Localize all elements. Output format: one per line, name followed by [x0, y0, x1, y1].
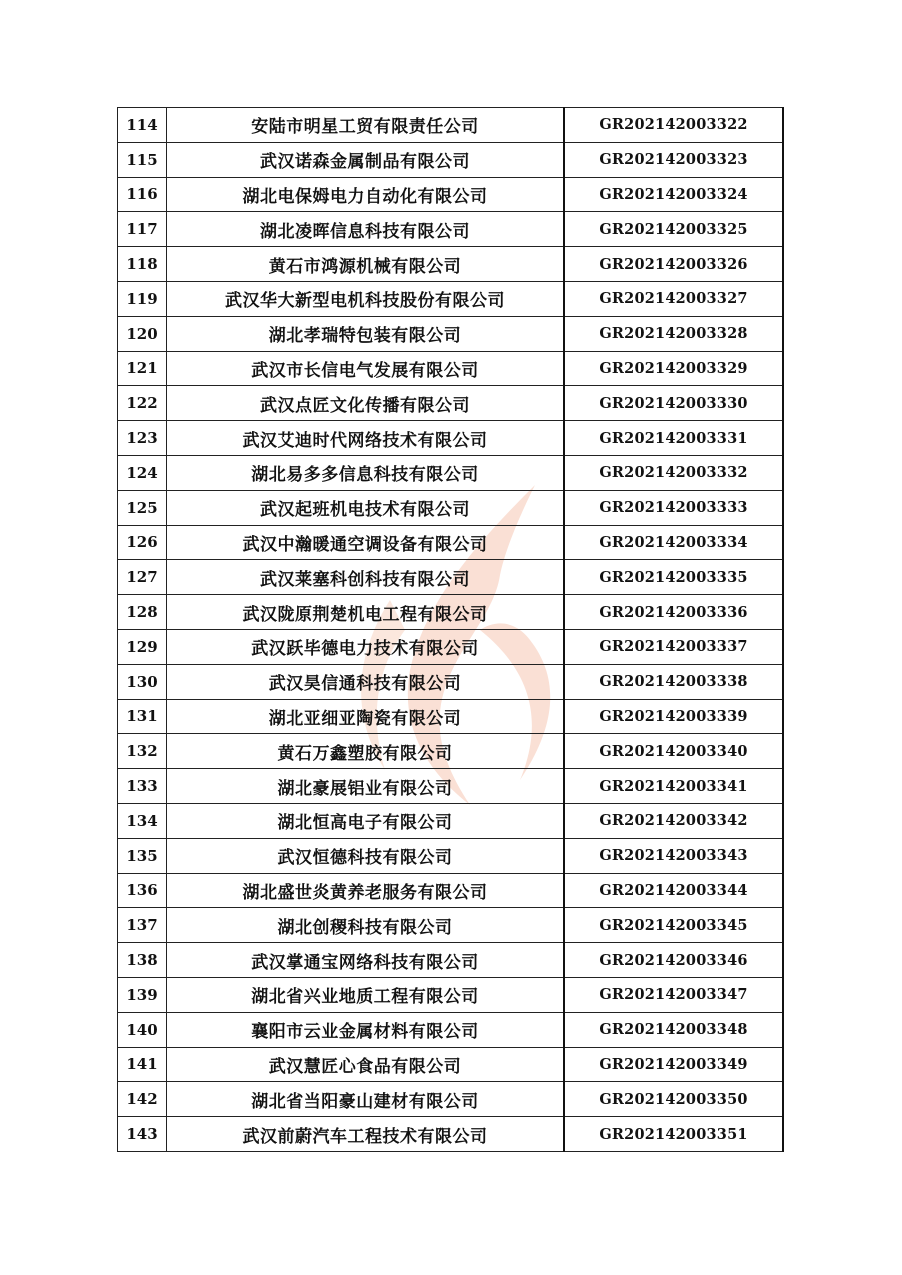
certificate-code: GR202142003327 — [564, 281, 783, 316]
table-row — [118, 803, 784, 838]
company-name: 武汉慧匠心食品有限公司 — [167, 1047, 565, 1082]
certificate-code: GR202142003347 — [564, 977, 783, 1012]
company-name: 黄石市鸿源机械有限公司 — [167, 247, 565, 282]
table-row — [118, 351, 784, 386]
row-number: 131 — [118, 699, 167, 734]
company-name: 湖北恒高电子有限公司 — [167, 803, 565, 838]
row-number: 133 — [118, 769, 167, 804]
table-row — [118, 142, 784, 177]
certificate-code: GR202142003339 — [564, 699, 783, 734]
table-row — [118, 769, 784, 804]
certificate-code: GR202142003338 — [564, 664, 783, 699]
certificate-code: GR202142003336 — [564, 595, 783, 630]
company-name: 武汉莱塞科创科技有限公司 — [167, 560, 565, 595]
row-number: 135 — [118, 838, 167, 873]
row-number: 119 — [118, 281, 167, 316]
table-row — [118, 629, 784, 664]
table-row — [118, 1117, 784, 1152]
certificate-code: GR202142003340 — [564, 734, 783, 769]
row-number: 124 — [118, 455, 167, 490]
certificate-code: GR202142003333 — [564, 490, 783, 525]
table-row — [118, 247, 784, 282]
row-number: 121 — [118, 351, 167, 386]
row-number: 136 — [118, 873, 167, 908]
table-row — [118, 281, 784, 316]
company-name: 武汉跃毕德电力技术有限公司 — [167, 629, 565, 664]
table-row — [118, 525, 784, 560]
certificate-code: GR202142003345 — [564, 908, 783, 943]
company-name: 武汉陇原荆楚机电工程有限公司 — [167, 595, 565, 630]
certificate-code: GR202142003350 — [564, 1082, 783, 1117]
company-name: 武汉中瀚暖通空调设备有限公司 — [167, 525, 565, 560]
company-name: 武汉华大新型电机科技股份有限公司 — [167, 281, 565, 316]
row-number: 115 — [118, 142, 167, 177]
row-number: 116 — [118, 177, 167, 212]
certificate-code: GR202142003324 — [564, 177, 783, 212]
company-name: 黄石万鑫塑胶有限公司 — [167, 734, 565, 769]
certificate-code: GR202142003337 — [564, 629, 783, 664]
table-row — [118, 1012, 784, 1047]
company-name: 武汉起班机电技术有限公司 — [167, 490, 565, 525]
company-name: 武汉昊信通科技有限公司 — [167, 664, 565, 699]
row-number: 134 — [118, 803, 167, 838]
company-name: 襄阳市云业金属材料有限公司 — [167, 1012, 565, 1047]
table-row — [118, 386, 784, 421]
certificate-code: GR202142003332 — [564, 455, 783, 490]
company-name: 武汉市长信电气发展有限公司 — [167, 351, 565, 386]
company-name: 湖北亚细亚陶瓷有限公司 — [167, 699, 565, 734]
table-row — [118, 734, 784, 769]
certificate-code: GR202142003348 — [564, 1012, 783, 1047]
certificate-code: GR202142003343 — [564, 838, 783, 873]
certificate-code: GR202142003346 — [564, 943, 783, 978]
row-number: 117 — [118, 212, 167, 247]
table-row — [118, 421, 784, 456]
certificate-code: GR202142003322 — [564, 108, 783, 143]
row-number: 118 — [118, 247, 167, 282]
row-number: 143 — [118, 1117, 167, 1152]
table-row — [118, 838, 784, 873]
certificate-code: GR202142003335 — [564, 560, 783, 595]
table-row — [118, 455, 784, 490]
certificate-code: GR202142003351 — [564, 1117, 783, 1152]
company-name: 武汉恒德科技有限公司 — [167, 838, 565, 873]
company-name: 湖北凌晖信息科技有限公司 — [167, 212, 565, 247]
certificate-code: GR202142003325 — [564, 212, 783, 247]
company-name: 武汉艾迪时代网络技术有限公司 — [167, 421, 565, 456]
company-name: 湖北盛世炎黄养老服务有限公司 — [167, 873, 565, 908]
row-number: 137 — [118, 908, 167, 943]
certificate-code: GR202142003341 — [564, 769, 783, 804]
company-name: 湖北豪展铝业有限公司 — [167, 769, 565, 804]
row-number: 141 — [118, 1047, 167, 1082]
certificate-code: GR202142003342 — [564, 803, 783, 838]
certificate-code: GR202142003323 — [564, 142, 783, 177]
row-number: 139 — [118, 977, 167, 1012]
enterprise-list-table — [117, 107, 784, 1152]
company-name: 武汉前蔚汽车工程技术有限公司 — [167, 1117, 565, 1152]
certificate-code: GR202142003349 — [564, 1047, 783, 1082]
certificate-code: GR202142003331 — [564, 421, 783, 456]
table-row — [118, 873, 784, 908]
certificate-code: GR202142003344 — [564, 873, 783, 908]
company-name: 湖北省当阳豪山建材有限公司 — [167, 1082, 565, 1117]
table-row — [118, 212, 784, 247]
company-name: 武汉掌通宝网络科技有限公司 — [167, 943, 565, 978]
row-number: 123 — [118, 421, 167, 456]
company-name: 湖北省兴业地质工程有限公司 — [167, 977, 565, 1012]
row-number: 130 — [118, 664, 167, 699]
table-row — [118, 595, 784, 630]
company-name: 湖北电保姆电力自动化有限公司 — [167, 177, 565, 212]
row-number: 114 — [118, 108, 167, 143]
company-name: 湖北易多多信息科技有限公司 — [167, 455, 565, 490]
table-row — [118, 560, 784, 595]
company-name: 武汉点匠文化传播有限公司 — [167, 386, 565, 421]
table-row — [118, 699, 784, 734]
table-row — [118, 664, 784, 699]
row-number: 128 — [118, 595, 167, 630]
certificate-code: GR202142003330 — [564, 386, 783, 421]
table-row — [118, 1082, 784, 1117]
certificate-code: GR202142003334 — [564, 525, 783, 560]
certificate-code: GR202142003328 — [564, 316, 783, 351]
table-row — [118, 943, 784, 978]
company-name: 湖北孝瑞特包装有限公司 — [167, 316, 565, 351]
table-row — [118, 908, 784, 943]
row-number: 132 — [118, 734, 167, 769]
row-number: 127 — [118, 560, 167, 595]
row-number: 126 — [118, 525, 167, 560]
row-number: 142 — [118, 1082, 167, 1117]
table-row — [118, 316, 784, 351]
table-row — [118, 177, 784, 212]
table-row — [118, 108, 784, 143]
row-number: 125 — [118, 490, 167, 525]
row-number: 122 — [118, 386, 167, 421]
table-row — [118, 977, 784, 1012]
row-number: 129 — [118, 629, 167, 664]
company-name: 武汉诺森金属制品有限公司 — [167, 142, 565, 177]
row-number: 140 — [118, 1012, 167, 1047]
certificate-code: GR202142003329 — [564, 351, 783, 386]
row-number: 138 — [118, 943, 167, 978]
table-row — [118, 490, 784, 525]
company-name: 湖北创稷科技有限公司 — [167, 908, 565, 943]
table-row — [118, 1047, 784, 1082]
company-name: 安陆市明星工贸有限责任公司 — [167, 108, 565, 143]
certificate-code: GR202142003326 — [564, 247, 783, 282]
row-number: 120 — [118, 316, 167, 351]
